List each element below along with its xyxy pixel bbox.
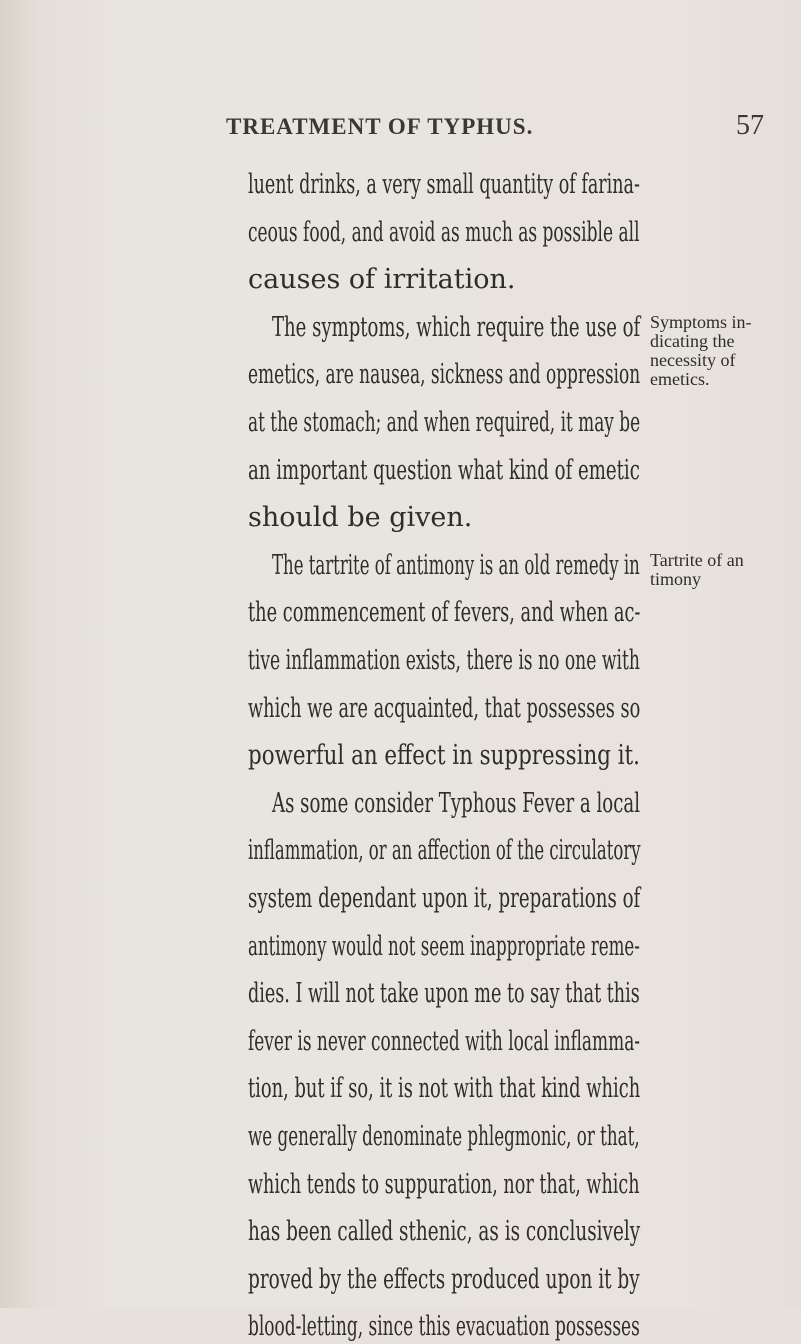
margin-note-line: timony [650, 569, 702, 589]
body-line: system dependant upon it, preparations of [248, 883, 641, 914]
body-line: at the stomach; and when required, it may be [248, 407, 641, 438]
body-line: fever is never connected with local inflamma- [248, 1026, 641, 1057]
margin-note-tartrite [650, 551, 744, 589]
body-line: has been called sthenic, as is conclusively [248, 1216, 641, 1247]
body-line: The tartrite of antimony is an old remedy in [272, 550, 640, 581]
body-line: tion, but if so, it is not with that kind which [248, 1073, 641, 1104]
body-line: we generally denominate phlegmonic, or that, [248, 1121, 640, 1152]
running-title: TREATMENT OF TYPHUS. [226, 114, 534, 139]
body-line: As some consider Typhous Fever a local [272, 788, 641, 819]
body-line: the commencement of fevers, and when ac- [248, 597, 641, 628]
body-line: blood-letting, since this evacuation possesses [248, 1311, 640, 1342]
body-line: proved by the effects produced upon it by [248, 1264, 640, 1295]
body-line: The symptoms, which require the use of [272, 312, 641, 343]
body-line: which tends to suppuration, nor that, which [248, 1169, 640, 1200]
margin-note-line: Tartrite of an [650, 550, 744, 570]
margin-note-line: necessity of [650, 350, 736, 370]
margin-note-line: emetics. [650, 369, 710, 389]
margin-note-line: dicating the [650, 331, 735, 351]
body-line: ceous food, and avoid as much as possible all [248, 217, 640, 248]
body-line: emetics, are nausea, sickness and oppression [248, 359, 641, 390]
body-line: causes of irritation. [248, 264, 516, 295]
margin-note-line: Symptoms in- [650, 312, 752, 332]
body-line: tive inflammation exists, there is no one with [248, 645, 640, 676]
body-line: should be given. [248, 502, 473, 533]
body-line: an important question what kind of emetic [248, 455, 640, 486]
body-line: which we are acquainted, that possesses so [248, 693, 641, 724]
body-line: luent drinks, a very small quantity of farina- [248, 169, 640, 200]
page-number: 57 [736, 110, 764, 141]
body-line: inflammation, or an affection of the circulatory [248, 835, 641, 866]
body-line: antimony would not seem inappropriate reme- [248, 931, 640, 962]
body-line: powerful an effect in suppressing it. [248, 740, 640, 771]
margin-note-symptoms [650, 313, 752, 389]
body-line: dies. I will not take upon me to say that this [248, 978, 640, 1009]
